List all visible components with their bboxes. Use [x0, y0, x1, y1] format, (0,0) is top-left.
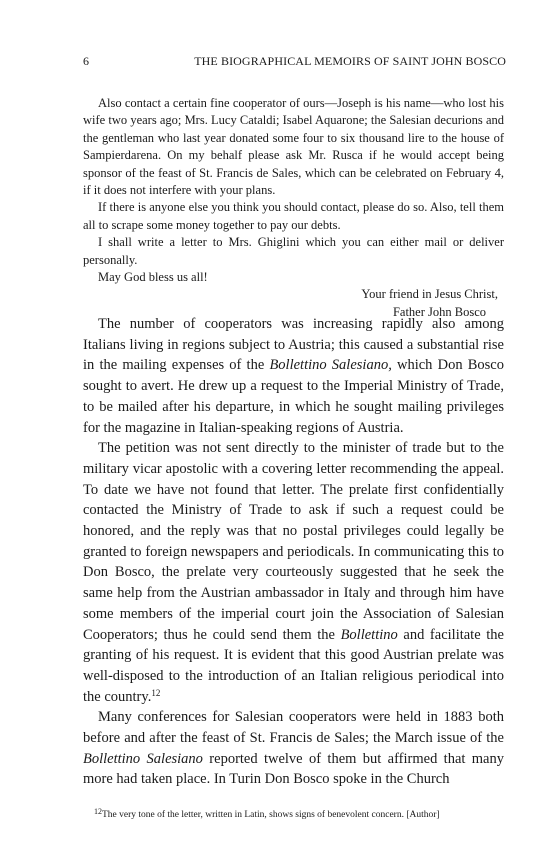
footnote-reference[interactable]: 12 [151, 687, 161, 698]
body-paragraph [83, 314, 504, 438]
letter-paragraph: If there is anyone else you think you should contact, please do so. Also, tell them all to scrape some money together to pay our debts. [83, 200, 504, 232]
periodical-title: Bollettino [340, 626, 398, 643]
body-paragraph [83, 707, 504, 790]
body-paragraph [83, 438, 504, 707]
footnote-mark: 12 [94, 807, 102, 816]
page-number: 6 [83, 54, 89, 68]
periodical-title: Bollettino Salesiano, [269, 357, 392, 374]
letter-paragraph: I shall write a letter to Mrs. Ghiglini which you can either mail or deliver personally. [83, 235, 504, 267]
letter-signature: Father John Bosco [392, 304, 486, 319]
text-run: and facilitate the granting of his request. It is evident that this good Austrian prelate was well-disposed to the introduction of an Italian religious periodical into the country. [83, 626, 504, 705]
body-text [83, 314, 504, 790]
text-run: The petition was not sent directly to the minister of trade but to the military vicar apostolic with a covering letter recommending the appeal. To date we have not found that letter. The prelate first confidentially contacted the Ministry of Trade to ask if such a request could be honored, and the reply was that no postal privileges could legally be granted to foreign newspapers and periodicals. In communicating this to Don Bosco, the prelate very courteously suggested that he seek the same help from the Austrian ambassador in Italy and through him have some members of the imperial court join the Association of Salesian Cooperators; thus he could send them the [83, 440, 504, 643]
text-run: Many conferences for Salesian cooperators were held in 1883 both before and after the feast of St. Francis de Sales; the March issue of the [83, 709, 504, 747]
running-head: THE BIOGRAPHICAL MEMOIRS OF SAINT JOHN BOSCO [194, 54, 506, 68]
text-run: The number of cooperators was increasing rapidly also among Italians living in regions subject to Austria; this caused a substantial rise in the mailing expenses of the [83, 316, 504, 374]
footnote [94, 806, 514, 821]
text-run: reported twelve of them but affirmed that many more had taken place. In Turin Don Bosco spoke in the Church [83, 750, 504, 788]
footnote-text: The very tone of the letter, written in Latin, shows signs of benevolent concern. [Author] [102, 810, 440, 820]
letter-excerpt [83, 95, 504, 321]
letter-paragraph: Also contact a certain fine cooperator of ours—Joseph is his name—who lost his wife two years ago; Mrs. Lucy Cataldi; Isabel Aquarone; the Salesian decurions and the gentleman who last year donated some four to six thousand lire to the house of Sampierdarena. On my behalf please ask Mr. Rusca if he would accept being sponsor of the feast of St. Francis de Sales, which can be celebrated on February 4, if it does not interfere with your plans. [83, 96, 504, 198]
periodical-title: Bollettino Salesiano [83, 750, 203, 767]
letter-closing: Your friend in Jesus Christ, [361, 287, 498, 302]
text-run: which Don Bosco sought to avert. He drew up a request to the Imperial Ministry of Trade, to be mailed after his departure, in which he sought mailing privileges for the magazine in Italian-speaking regions of Austria. [83, 357, 504, 436]
letter-paragraph: May God bless us all! [98, 270, 208, 285]
